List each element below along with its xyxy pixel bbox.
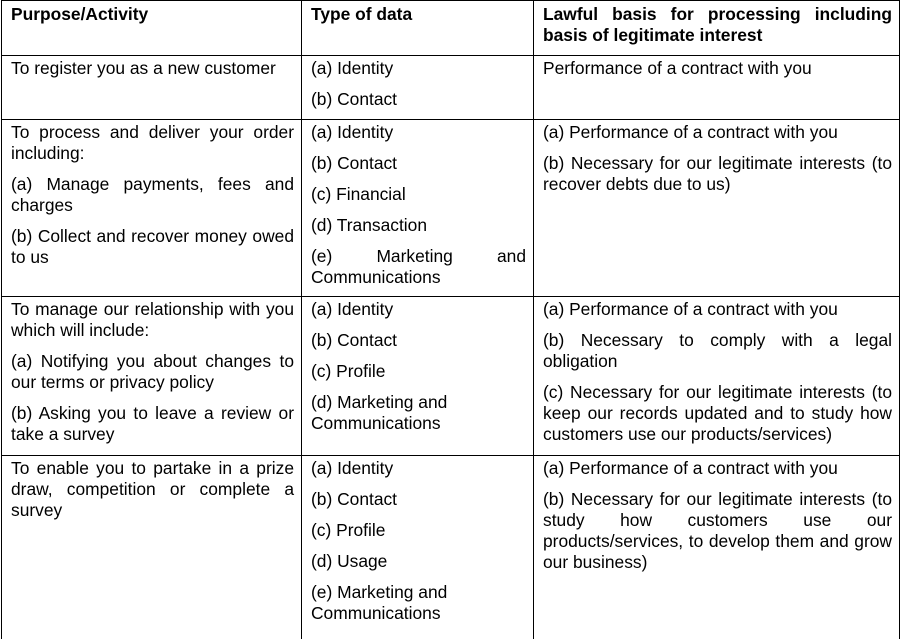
purpose-cell xyxy=(2,56,302,120)
purpose-text: To register you as a new customer xyxy=(11,58,276,78)
table-row xyxy=(2,120,900,297)
purpose-text: (a) Notifying you about changes to our terms or privacy policy xyxy=(11,351,294,392)
data-type-item: (b) Contact xyxy=(311,153,398,173)
purpose-text: (a) Manage payments, fees and charges xyxy=(11,174,294,215)
lawful-basis-text: Performance of a contract with you xyxy=(543,58,812,78)
data-type-item: (c) Financial xyxy=(311,184,406,204)
purpose-text: (b) Collect and recover money owed to us xyxy=(11,226,294,267)
data-type-item: (e) Marketing and Communications xyxy=(311,582,448,623)
data-type-item: (a) Identity xyxy=(311,458,394,478)
data-type-item: (a) Identity xyxy=(311,299,394,319)
purpose-cell xyxy=(2,120,302,297)
table-header-row xyxy=(2,1,900,56)
lawful-basis-text: (b) Necessary to comply with a legal obligation xyxy=(543,330,892,371)
lawful-basis-text: (a) Performance of a contract with you xyxy=(543,299,838,319)
lawful-basis-text: (c) Necessary for our legitimate interests (to keep our records updated and to study how customers use our products/services) xyxy=(543,382,892,444)
data-type-item: (e) Marketing and Communications xyxy=(311,246,526,287)
data-type-item: (b) Contact xyxy=(311,489,398,509)
data-type-item: (c) Profile xyxy=(311,361,386,381)
table-row xyxy=(2,56,900,120)
header-type-of-data: Type of data xyxy=(302,1,534,56)
purpose-text: To process and deliver your order including: xyxy=(11,122,294,163)
lawful-basis-text: (b) Necessary for our legitimate interests (to recover debts due to us) xyxy=(543,153,892,194)
data-type-item: (a) Identity xyxy=(311,122,394,142)
lawful-basis-table xyxy=(1,0,900,639)
data-type-cell xyxy=(302,456,534,639)
lawful-basis-text: (b) Necessary for our legitimate interests (to study how customers use our products/services, to develop them and grow our business) xyxy=(543,489,892,572)
lawful-basis-cell xyxy=(534,120,900,297)
data-type-cell xyxy=(302,120,534,297)
data-type-item: (b) Contact xyxy=(311,330,398,350)
data-type-item: (d) Usage xyxy=(311,551,388,571)
data-type-item: (c) Profile xyxy=(311,520,386,540)
data-type-cell xyxy=(302,297,534,456)
purpose-cell xyxy=(2,456,302,639)
lawful-basis-cell xyxy=(534,456,900,639)
lawful-basis-cell xyxy=(534,56,900,120)
data-type-item: (d) Marketing and Communications xyxy=(311,392,448,433)
purpose-cell xyxy=(2,297,302,456)
data-type-item: (b) Contact xyxy=(311,89,398,109)
header-purpose-activity: Purpose/Activity xyxy=(2,1,302,56)
table-row xyxy=(2,456,900,639)
data-type-cell xyxy=(302,56,534,120)
data-type-item: (a) Identity xyxy=(311,58,394,78)
lawful-basis-cell xyxy=(534,297,900,456)
purpose-text: (b) Asking you to leave a review or take a survey xyxy=(11,403,294,444)
lawful-basis-text: (a) Performance of a contract with you xyxy=(543,122,838,142)
lawful-basis-text: (a) Performance of a contract with you xyxy=(543,458,838,478)
header-lawful-basis: Lawful basis for processing including basis of legitimate interest xyxy=(534,1,900,56)
table-row xyxy=(2,297,900,456)
data-type-item: (d) Transaction xyxy=(311,215,427,235)
purpose-text: To manage our relationship with you which will include: xyxy=(11,299,294,340)
purpose-text: To enable you to partake in a prize draw, competition or complete a survey xyxy=(11,458,294,520)
